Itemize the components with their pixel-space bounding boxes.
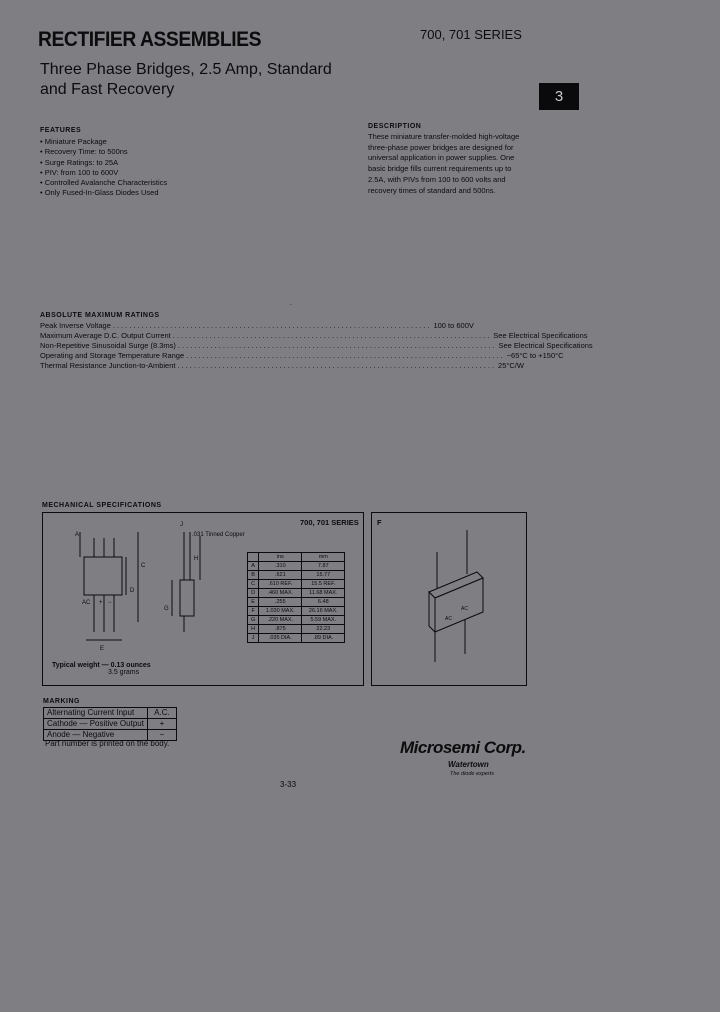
rating-value: 25°C/W (498, 361, 524, 370)
leader-dots: .............................................................................. (177, 361, 497, 370)
marking-label: Anode — Negative (44, 730, 148, 741)
dim-mm: 26.16 MAX. (302, 607, 345, 616)
dim-label-g: G (164, 606, 169, 612)
rating-value: −65°C to +150°C (506, 351, 564, 360)
dim-mm: 22.23 (302, 625, 345, 634)
dim-row (248, 607, 345, 616)
lead-note: .031 Tinned Copper (192, 532, 245, 538)
subtitle-line-1: Three Phase Bridges, 2.5 Amp, Standard (40, 61, 332, 78)
marking-symbol: + (147, 719, 176, 730)
package-drawing (371, 512, 527, 686)
rating-value: See Electrical Specifications (493, 331, 588, 340)
marking-label: Alternating Current Input (44, 708, 148, 719)
leader-dots: .............................................................................. (112, 321, 432, 330)
dim-header-cell: ins (259, 553, 302, 562)
company-logo: Microsemi Corp. (400, 738, 526, 757)
rating-value: 100 to 600V (433, 321, 474, 330)
dim-ins: .035 DIA. (259, 634, 302, 643)
logo-tagline: The diode experts (450, 771, 495, 777)
pkg-side (429, 592, 435, 632)
dim-ins: .621 (259, 571, 302, 580)
pkg-label-ac: AC (445, 616, 452, 622)
rating-label: Thermal Resistance Junction-to-Ambient (40, 361, 176, 370)
marking-row (44, 719, 177, 730)
dim-ins: .460 MAX. (259, 589, 302, 598)
description-text: These miniature transfer-molded high-voltage three-phase power bridges are designed for universal application in power supplies. One basic bridge fills current requirements up to 2.5A, with PIVs from 100 to 600 volts and recovery times of standard and 500ns. (368, 132, 520, 195)
dim-ins: 1.030 MAX. (259, 607, 302, 616)
dim-key: J (248, 634, 259, 643)
description-heading: DESCRIPTION (368, 123, 422, 130)
dim-mm: 5.59 MAX. (302, 616, 345, 625)
dim-ins: .310 (259, 562, 302, 571)
side-body (180, 580, 194, 616)
rating-value: See Electrical Specifications (498, 341, 593, 350)
rating-label: Operating and Storage Temperature Range (40, 351, 185, 360)
feature-item: • Controlled Avalanche Characteristics (40, 178, 167, 188)
section-tab: 3 (539, 83, 579, 110)
dim-key: A (248, 562, 259, 571)
dim-header-row (248, 553, 345, 562)
dim-mm: 11.68 MAX. (302, 589, 345, 598)
feature-item: • Recovery Time: to 500ns (40, 147, 167, 157)
typical-weight: Typical weight — 0.13 ounces (52, 662, 151, 669)
rating-row (40, 341, 593, 351)
dim-ins: .610 REF. (259, 580, 302, 589)
stray-mark: . (290, 300, 292, 307)
pin-label-ac: AC (82, 600, 91, 606)
rating-label: Non-Repetitive Sinusoidal Surge (8.3ms) (40, 341, 176, 350)
pin-label-plus: + (99, 600, 103, 606)
rating-label: Maximum Average D.C. Output Current (40, 331, 171, 340)
dim-header-cell: mm (302, 553, 345, 562)
rating-row (40, 321, 474, 331)
marking-symbol: − (147, 730, 176, 741)
feature-item: • Only Fused-In-Glass Diodes Used (40, 188, 167, 198)
marking-row (44, 708, 177, 719)
marking-table (43, 707, 177, 741)
dim-mm: 6.48 (302, 598, 345, 607)
features-list (40, 137, 167, 199)
dim-label-h: H (194, 556, 199, 562)
dim-row (248, 571, 345, 580)
rating-row (40, 361, 524, 371)
leader-dots: .............................................................................. (177, 341, 497, 350)
marking-heading: MARKING (43, 698, 80, 705)
marking-symbol: A.C. (147, 708, 176, 719)
dim-label-c: C (141, 563, 146, 569)
page-title: RECTIFIER ASSEMBLIES (38, 28, 262, 51)
dim-row (248, 598, 345, 607)
dim-key: B (248, 571, 259, 580)
dim-label-d: D (130, 588, 135, 594)
rating-row (40, 331, 588, 341)
dim-ins: .220 MAX. (259, 616, 302, 625)
features-heading: FEATURES (40, 127, 82, 134)
dim-key: E (248, 598, 259, 607)
dim-key: C (248, 580, 259, 589)
subtitle-line-2: and Fast Recovery (40, 81, 175, 98)
dim-mm: 15.77 (302, 571, 345, 580)
marking-label: Cathode — Positive Output (44, 719, 148, 730)
leader-dots: .............................................................................. (172, 331, 492, 340)
rating-label: Peak Inverse Voltage (40, 321, 111, 330)
part-number-note: Part number is printed on the body. (45, 739, 170, 748)
dim-ins: .255 (259, 598, 302, 607)
pin-label-minus: − (108, 600, 112, 606)
dim-mm: 15.5 REF. (302, 580, 345, 589)
dim-key: F (248, 607, 259, 616)
pkg-label-ac2: AC (461, 606, 468, 612)
logo-location: Watertown (448, 760, 489, 769)
mechanical-heading: MECHANICAL SPECIFICATIONS (42, 502, 162, 509)
dim-mm: .89 DIA. (302, 634, 345, 643)
dim-row (248, 625, 345, 634)
dim-key: H (248, 625, 259, 634)
dim-row (248, 562, 345, 571)
mechanical-series-label: 700, 701 SERIES (300, 518, 359, 527)
feature-item: • Miniature Package (40, 137, 167, 147)
page-number: 3-33 (280, 780, 297, 789)
dim-label-e: E (100, 646, 105, 652)
dimension-table (247, 552, 345, 643)
ratings-heading: ABSOLUTE MAXIMUM RATINGS (40, 312, 160, 319)
leader-dots: .............................................................................. (186, 351, 505, 360)
dim-header-cell (248, 553, 259, 562)
rating-row (40, 351, 564, 361)
feature-item: • PIV: from 100 to 600V (40, 168, 167, 178)
dim-label-a: A (75, 532, 80, 538)
dim-row (248, 589, 345, 598)
dim-ins: .875 (259, 625, 302, 634)
series-label: 700, 701 SERIES (420, 27, 522, 42)
dim-row (248, 616, 345, 625)
dim-mm: 7.87 (302, 562, 345, 571)
package-f-label: F (377, 518, 382, 527)
dim-key: G (248, 616, 259, 625)
body-outline (84, 557, 122, 595)
dim-key: D (248, 589, 259, 598)
dim-label-j: J (180, 522, 183, 528)
dim-row (248, 634, 345, 643)
feature-item: • Surge Ratings: to 25A (40, 158, 167, 168)
typical-weight-grams: 3.5 grams (108, 669, 140, 676)
dim-row (248, 580, 345, 589)
ratings-list (40, 321, 593, 371)
